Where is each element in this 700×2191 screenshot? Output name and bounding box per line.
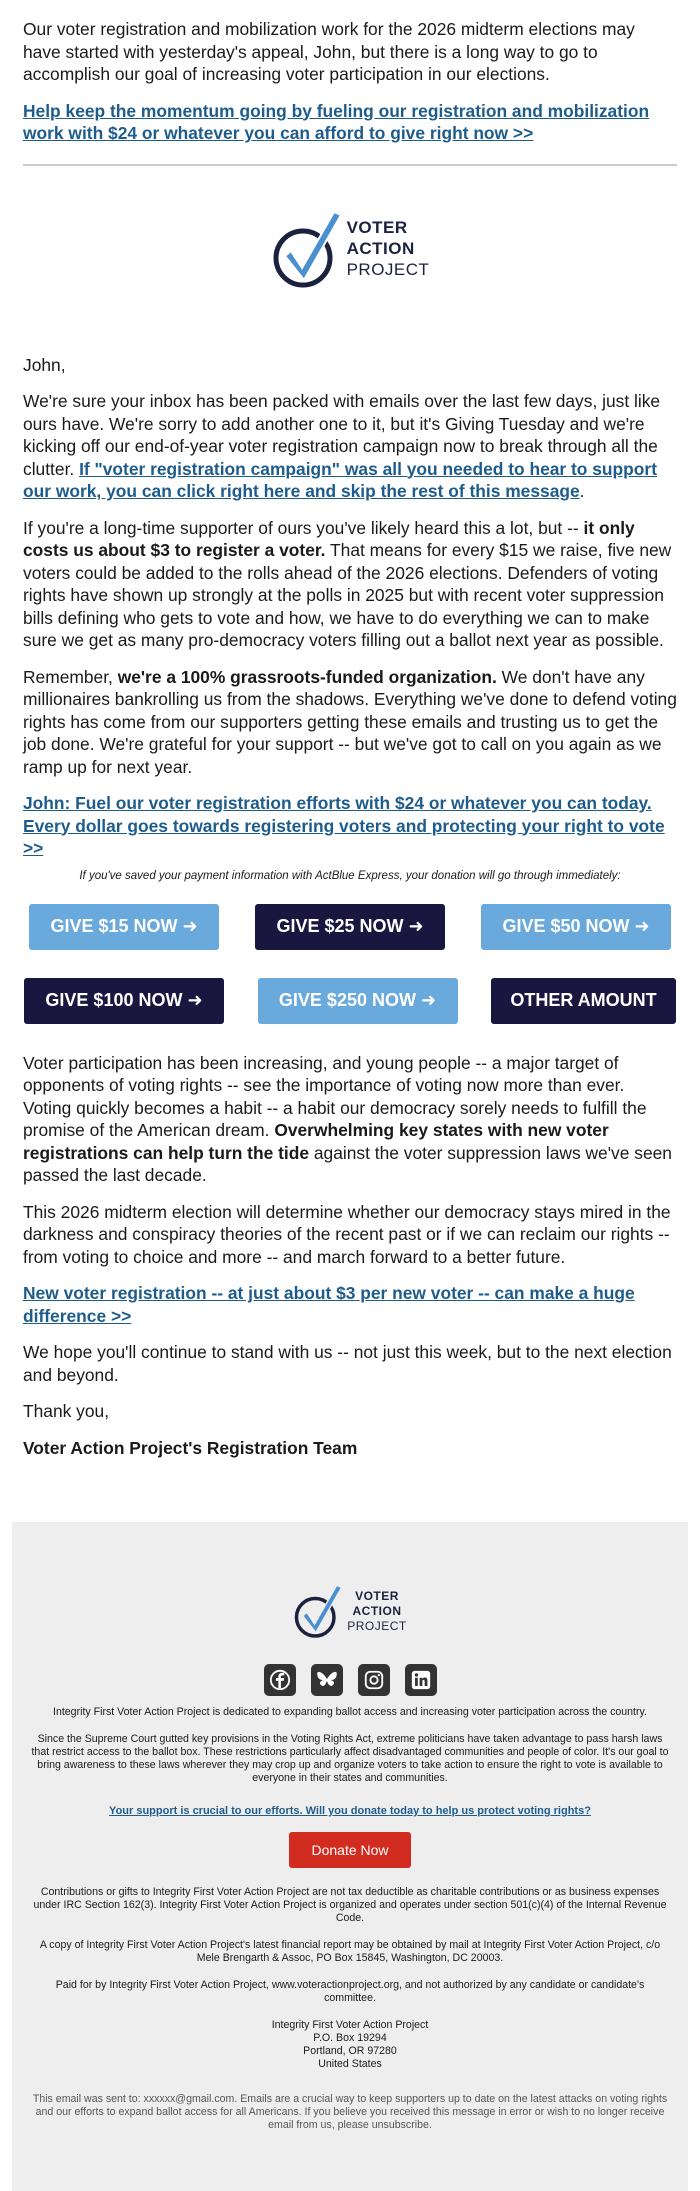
- give-250-button[interactable]: GIVE $250 NOW ➜: [258, 978, 458, 1024]
- signature: Voter Action Project's Registration Team: [23, 1437, 358, 1458]
- checkmark-logo-icon: [271, 206, 343, 292]
- address-line-2: P.O. Box 19294: [313, 2032, 387, 2044]
- address-line-3: Portland, OR 97280: [303, 2045, 397, 2057]
- give-15-button[interactable]: GIVE $15 NOW ➜: [29, 904, 219, 950]
- donation-buttons-row-1: [23, 904, 677, 950]
- give-25-button[interactable]: GIVE $25 NOW ➜: [255, 904, 445, 950]
- footer-mission: Integrity First Voter Action Project is dedicated to expanding ballot access and increasing voter participation across the country.: [53, 1706, 647, 1718]
- footer-support-link[interactable]: Your support is crucial to our efforts. Will you donate today to help us protect voting rights?: [109, 1805, 591, 1817]
- give-100-button[interactable]: GIVE $100 NOW ➜: [24, 978, 224, 1024]
- linkedin-icon[interactable]: [405, 1664, 437, 1696]
- footer-address: [30, 2019, 670, 2071]
- bluesky-icon[interactable]: [311, 1664, 343, 1696]
- fuel-registration-link[interactable]: John: Fuel our voter registration efforts with $24 or whatever you can today. Every dollar goes towards registering voters and protecting your right to vote >>: [23, 793, 665, 858]
- logo-line-project: PROJECT: [346, 260, 430, 279]
- facebook-icon[interactable]: [264, 1664, 296, 1696]
- paragraph-1: We're sure your inbox has been packed with emails over the last few days, just like ours have. We're sorry to add another one to it, but it's Giving Tuesday and we're kicking off our end-of-year voter registration campaign now to break through all the clutter. If "voter registration campaign" was all you needed to hear to support our work, you can click right here and skip the rest of this message.: [23, 391, 661, 501]
- social-links: [30, 1664, 670, 1696]
- intro-paragraph: Our voter registration and mobilization work for the 2026 midterm elections may have started with yesterday's appeal, John, but there is a long way to go to accomplish our goal of increasing voter participation in our elections.: [23, 19, 635, 84]
- thanks-line: Thank you,: [23, 1401, 110, 1421]
- registration-difference-link[interactable]: New voter registration -- at just about $3 per new voter -- can make a huge difference >>: [23, 1283, 635, 1326]
- checkmark-logo-icon: [293, 1581, 343, 1641]
- footer-logo-voter: VOTER: [355, 1588, 399, 1603]
- header-logo: [23, 204, 677, 294]
- footer: [12, 1522, 688, 2191]
- greeting: John,: [23, 354, 66, 375]
- footer-paid-for: Paid for by Integrity First Voter Action Project, www.voteractionproject.org, and not authorized by any candidate or candidate's committee.: [55, 1979, 645, 2004]
- divider: [23, 164, 677, 166]
- footer-logo-action: ACTION: [352, 1603, 402, 1618]
- footer-logo-project: PROJECT: [347, 1618, 407, 1633]
- other-amount-button[interactable]: OTHER AMOUNT: [491, 978, 676, 1024]
- instagram-icon[interactable]: [358, 1664, 390, 1696]
- donation-buttons-row-2: [23, 978, 677, 1024]
- footer-sent-to: This email was sent to: xxxxxx@gmail.com. Emails are a crucial way to keep supporters up to date on the latest attacks on voting rights and our efforts to expand ballot access for all Americans. If you believe you received this message in error or wish to no longer receive email from us, please unsubscribe.: [32, 2093, 668, 2131]
- give-50-button[interactable]: GIVE $50 NOW ➜: [481, 904, 671, 950]
- footer-tax-disclaimer: Contributions or gifts to Integrity First Voter Action Project are not tax deductible as charitable contributions or as business expenses under IRC Section 162(3). Integrity First Voter Action Project is organized and operates under section 501(c)(4) of the Internal Revenue Code.: [33, 1886, 667, 1924]
- actblue-note: If you've saved your payment information with ActBlue Express, your donation will go through immediately:: [79, 869, 621, 882]
- logo-line-action: ACTION: [346, 239, 415, 258]
- paragraph-6: We hope you'll continue to stand with us -- not just this week, but to the next election and beyond.: [23, 1342, 672, 1385]
- intro-donate-link[interactable]: Help keep the momentum going by fueling our registration and mobilization work with $24 or whatever you can afford to give right now >>: [23, 100, 650, 143]
- paragraph-5: This 2026 midterm election will determine whether our democracy stays mired in the darkness and conspiracy theories of the recent past or if we can reclaim our rights -- from voting to choice and more -- and march forward to a better future.: [23, 1201, 671, 1267]
- address-line-4: United States: [318, 2058, 382, 2070]
- footer-logo: [30, 1580, 670, 1642]
- logo-line-voter: VOTER: [346, 218, 408, 237]
- paragraph-3: Remember, we're a 100% grassroots-funded organization. We don't have any millionaires bankrolling us from the shadows. Everything we've done to defend voting rights has come from our supporters getting these emails and trusting us to get the job done. We're grateful for your support -- but we've got to call on you again as we ramp up for next year.: [23, 666, 677, 777]
- paragraph-4: Voter participation has been increasing, and young people -- a major target of opponents of voting rights -- see the importance of voting now more than ever. Voting quickly becomes a habit -- a habit our democracy sorely needs to fulfill the promise of the American dream. Overwhelming key states with new voter registrations can help turn the tide against the voter suppression laws we've seen passed the last decade.: [23, 1052, 672, 1185]
- donate-now-button[interactable]: Donate Now: [289, 1832, 410, 1868]
- address-line-1: Integrity First Voter Action Project: [271, 2019, 429, 2031]
- footer-context: Since the Supreme Court gutted key provisions in the Voting Rights Act, extreme politicians have taken advantage to pass harsh laws that restrict access to the ballot box. These restrictions particularly affect disadvantaged communities and people of color. It's our goal to bring awareness to these laws wherever they may crop up and organize voters to take action to ensure the right to vote is available to everyone in their states and communities.: [31, 1733, 669, 1784]
- footer-financial-report: A copy of Integrity First Voter Action Project's latest financial report may be obtained by mail at Integrity First Voter Action Project, c/o Mele Brengarth & Assoc, PO Box 15845, Washington, DC 20003.: [39, 1939, 661, 1964]
- skip-to-donate-link[interactable]: If "voter registration campaign" was all you needed to hear to support our work, you can click right here and skip the rest of this message: [23, 458, 657, 501]
- paragraph-2: If you're a long-time supporter of ours you've likely heard this a lot, but -- it only costs us about $3 to register a voter. That means for every $15 we raise, five new voters could be added to the rolls ahead of the 2026 elections. Defenders of voting rights have shown up strongly at the polls in 2025 but with recent voter suppression bills defining who gets to vote and how, we have to do everything we can to make sure we get as many pro-democracy voters filling out a ballot next year as possible.: [23, 517, 672, 650]
